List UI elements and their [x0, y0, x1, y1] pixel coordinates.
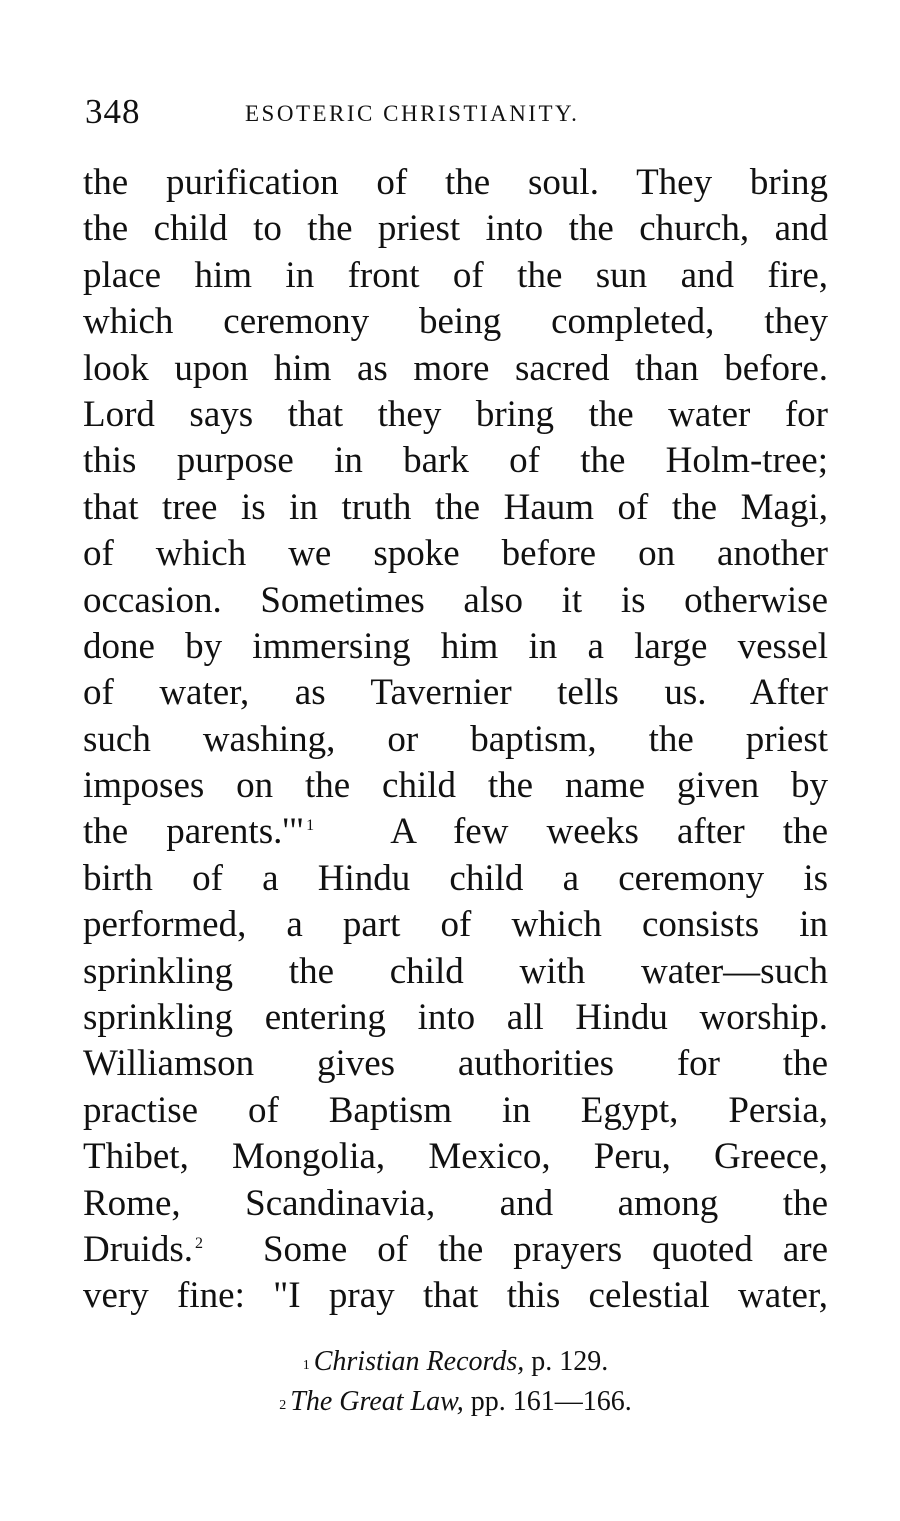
text-line-15-start: the parents.'" [83, 811, 305, 853]
text-line-15-end: A few weeks after the [390, 811, 829, 853]
text-line-24-start: Druids. [83, 1228, 193, 1270]
text-line-10: occasion. Sometimes also it is otherwise [83, 579, 828, 621]
text-line-7: this purpose in bark of the Holm-tree; [83, 440, 828, 482]
page-number: 348 [85, 92, 141, 131]
body-text [83, 160, 828, 1320]
footnote-1-detail: p. 129. [531, 1346, 609, 1377]
page-header [85, 92, 825, 142]
text-line-20: Williamson gives authorities for the [83, 1043, 828, 1085]
footnote-2-marker: 2 [279, 1398, 287, 1413]
text-line-19: sprinkling entering into all Hindu worship. [83, 997, 828, 1039]
text-line-15 [83, 809, 828, 855]
text-line-24 [83, 1227, 828, 1273]
text-line-13: such washing, or baptism, the priest [83, 718, 828, 760]
text-line-18: sprinkling the child with water—such [83, 950, 828, 992]
footnote-1 [83, 1342, 828, 1382]
running-title: ESOTERIC CHRISTIANITY. [245, 101, 580, 126]
text-line-14: imposes on the child the name given by [83, 765, 828, 807]
text-line-2: the child to the priest into the church, and [83, 208, 828, 250]
text-line-1: the purification of the soul. They bring [83, 162, 828, 203]
footnote-1-marker: 1 [302, 1358, 310, 1373]
text-line-22: Thibet, Mongolia, Mexico, Peru, Greece, [83, 1136, 828, 1178]
text-line-12: of water, as Tavernier tells us. After [83, 672, 828, 714]
text-line-23: Rome, Scandinavia, and among the [83, 1182, 828, 1224]
text-line-9: of which we spoke before on another [83, 533, 828, 575]
text-line-5: look upon him as more sacred than before. [83, 347, 828, 389]
text-line-24-end: Some of the prayers quoted are [262, 1228, 829, 1270]
text-line-3: place him in front of the sun and fire, [83, 254, 828, 296]
footnote-2-detail: pp. 161—166. [470, 1386, 632, 1417]
text-line-16: birth of a Hindu child a ceremony is [83, 857, 828, 899]
text-line-21: practise of Baptism in Egypt, Persia, [83, 1089, 828, 1131]
text-line-6: Lord says that they bring the water for [83, 393, 828, 435]
text-line-8: that tree is in truth the Haum of the Magi, [83, 486, 828, 528]
text-line-11: done by immersing him in a large vessel [83, 625, 828, 667]
footnote-ref-2[interactable]: 2 [194, 1234, 203, 1252]
footnote-ref-1[interactable]: 1 [306, 817, 315, 835]
text-line-25: very fine: "I pray that this celestial water, [83, 1275, 828, 1317]
footnote-2 [83, 1382, 828, 1422]
text-line-17: performed, a part of which consists in [83, 904, 828, 946]
footnote-1-title: Christian Records, [313, 1346, 525, 1377]
footnotes [83, 1342, 828, 1422]
footnote-2-title: The Great Law, [290, 1386, 464, 1417]
text-line-4: which ceremony being completed, they [83, 301, 828, 343]
